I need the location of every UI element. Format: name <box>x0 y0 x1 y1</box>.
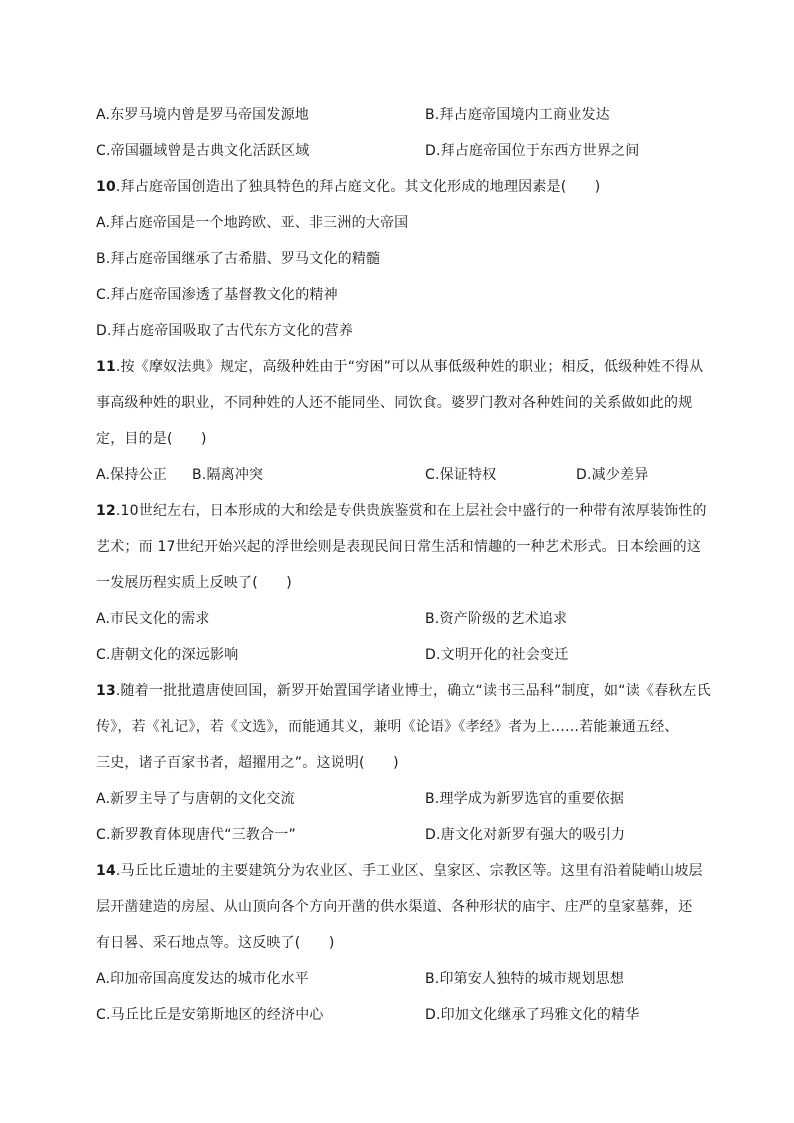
q13-option-c: C.新罗教育体现唐代“三教合一” <box>96 827 296 843</box>
q13-number: 13 <box>96 683 116 699</box>
q13-option-d: D.唐文化对新罗有强大的吸引力 <box>425 827 626 843</box>
q9-option-a: A.东罗马境内曾是罗马帝国发源地 <box>96 107 309 123</box>
q12-option-b: B.资产阶级的艺术追求 <box>425 611 568 627</box>
q14-number: 14 <box>96 863 116 879</box>
q11-number: 11 <box>96 359 116 375</box>
q13-stem-line-1 <box>96 682 711 700</box>
q13-option-a: A.新罗主导了与唐朝的文化交流 <box>96 791 295 807</box>
q14-stem-line-3: 有日晷、采石地点等。这反映了( ) <box>96 935 335 951</box>
q13-stem-line-2: 传》，若《礼记》，若《文选》，而能通其义，兼明《论语》《孝经》者为上……若能兼通五经、 <box>96 719 679 735</box>
q11-option-b: B.隔离冲突 <box>192 467 264 483</box>
q12-option-c: C.唐朝文化的深远影响 <box>96 647 239 663</box>
q11-stem-line-1 <box>96 358 703 376</box>
q12-stem-line-3: 一发展历程实质上反映了( ) <box>96 575 292 591</box>
q10-number: 10 <box>96 179 116 195</box>
q10-option-b: B.拜占庭帝国继承了古希腊、罗马文化的精髓 <box>96 251 381 267</box>
q12-number: 12 <box>96 503 116 519</box>
q10-stem-text: .拜占庭帝国创造出了独具特色的拜占庭文化。其文化形成的地理因素是( ) <box>115 179 601 195</box>
q11-option-a: A.保持公正 <box>96 467 167 483</box>
q14-option-a: A.印加帝国高度发达的城市化水平 <box>96 971 309 987</box>
q10-option-d: D.拜占庭帝国吸取了古代东方文化的营养 <box>96 323 354 339</box>
q12-option-a: A.市民文化的需求 <box>96 611 210 627</box>
q10-stem <box>96 178 600 196</box>
q9-option-c: C.帝国疆域曾是古典文化活跃区域 <box>96 143 310 159</box>
q13-stem-text-1: .随着一批批遣唐使回国，新罗开始置国学诸业博士，确立“读书三品科”制度，如“读《春秋左氏 <box>115 683 711 699</box>
q10-option-a: A.拜占庭帝国是一个地跨欧、亚、非三洲的大帝国 <box>96 215 409 231</box>
q14-option-c: C.马丘比丘是安第斯地区的经济中心 <box>96 1007 324 1023</box>
q11-stem-line-3: 定，目的是( ) <box>96 431 207 447</box>
q12-stem-line-1 <box>96 502 707 520</box>
q11-option-d: D.减少差异 <box>576 467 649 483</box>
q12-option-d: D.文明开化的社会变迁 <box>425 647 569 663</box>
q12-stem-text-1: .10世纪左右，日本形成的大和绘是专供贵族鉴赏和在上层社会中盛行的一种带有浓厚装饰性的 <box>115 503 707 519</box>
q14-stem-line-1 <box>96 862 703 880</box>
q14-option-b: B.印第安人独特的城市规划思想 <box>425 971 625 987</box>
q14-option-d: D.印加文化继承了玛雅文化的精华 <box>425 1007 640 1023</box>
q12-stem-line-2: 艺术；而 17世纪开始兴起的浮世绘则是表现民间日常生活和情趣的一种艺术形式。日本绘画的这 <box>96 539 702 555</box>
q9-option-d: D.拜占庭帝国位于东西方世界之间 <box>425 143 640 159</box>
q9-option-b: B.拜占庭帝国境内工商业发达 <box>425 107 610 123</box>
q13-stem-line-3: 三史，诸子百家书者，超擢用之”。这说明( ) <box>96 755 399 771</box>
q11-stem-text-1: .按《摩奴法典》规定，高级种姓由于“穷困”可以从事低级种姓的职业；相反，低级种姓不得从 <box>115 359 704 375</box>
q14-stem-text-1: .马丘比丘遗址的主要建筑分为农业区、手工业区、皇家区、宗教区等。这里有沿着陡峭山坡层 <box>115 863 703 879</box>
q11-option-c: C.保证特权 <box>425 467 497 483</box>
q13-option-b: B.理学成为新罗选官的重要依据 <box>425 791 625 807</box>
q14-stem-line-2: 层开凿建造的房屋、从山顶向各个方向开凿的供水渠道、各种形状的庙宇、庄严的皇家墓葬，还 <box>96 899 693 915</box>
q11-stem-line-2: 事高级种姓的职业，不同种姓的人还不能同坐、同饮食。婆罗门教对各种姓间的关系做如此的规 <box>96 395 693 411</box>
q10-option-c: C.拜占庭帝国渗透了基督教文化的精神 <box>96 287 338 303</box>
